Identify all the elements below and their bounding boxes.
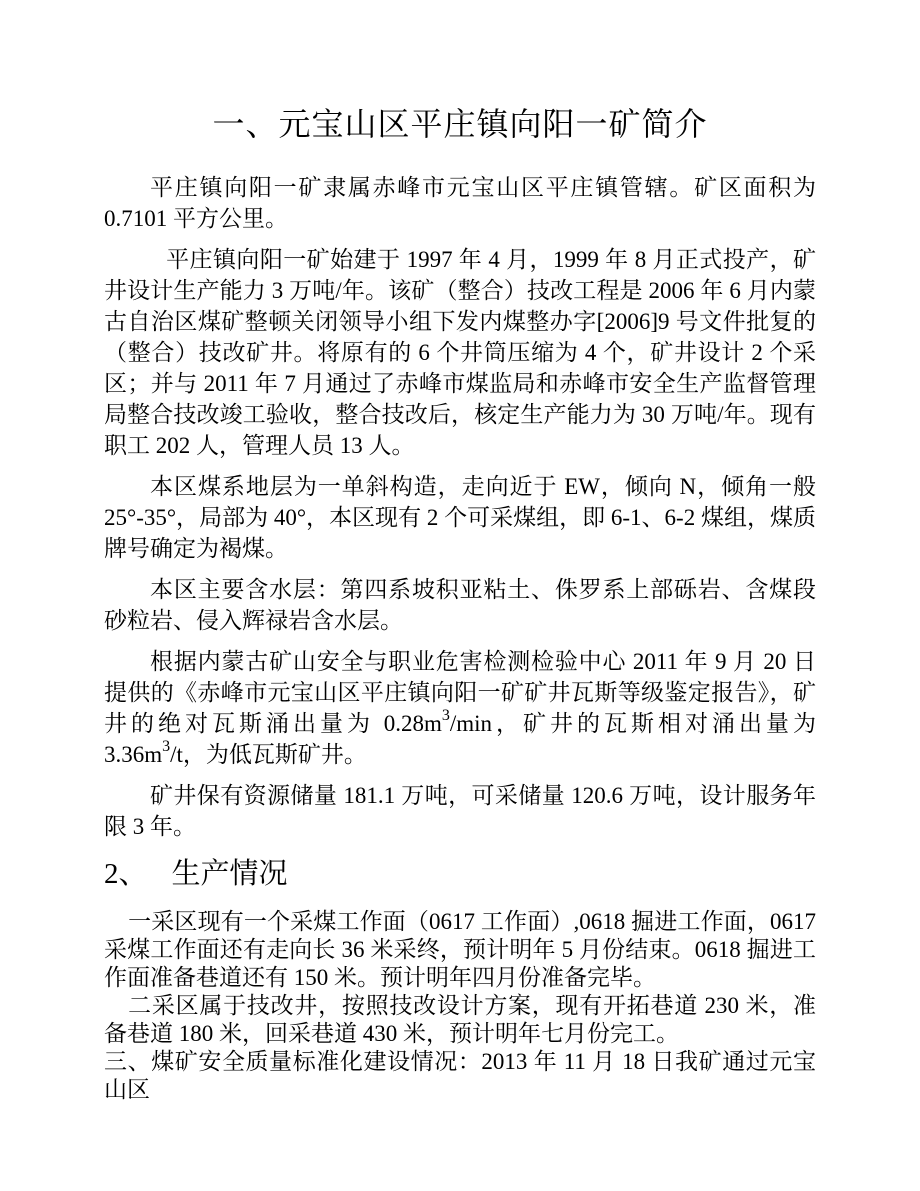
document-title: 一、元宝山区平庄镇向阳一矿简介 bbox=[212, 106, 708, 142]
cubic-meter-superscript: 3 bbox=[441, 707, 450, 725]
paragraph-aquifer: 本区主要含水层：第四系坡积亚粘土、侏罗系上部砾岩、含煤段砂粒岩、侵入辉禄岩含水层。 bbox=[104, 577, 816, 633]
paragraph-mine-overview: 平庄镇向阳一矿隶属赤峰市元宝山区平庄镇管辖。矿区面积为 0.7101 平方公里。 bbox=[104, 175, 816, 231]
section-2-heading bbox=[104, 854, 816, 894]
paragraph-geology: 本区煤系地层为一单斜构造，走向近于 EW，倾向 N，倾角一般 25°-35°，局部为 40°，本区现有 2 个可采煤组，即 6-1、6-2 煤组，煤质牌号确定为褐煤。 bbox=[104, 474, 816, 561]
paragraph-district-1: 一采区现有一个采煤工作面（0617 工作面）,0618 掘进工作面，0617 采煤工作面还有走向长 36 米采终，预计明年 5 月份结束。0618 掘进工作面准备巷道还有 150 米。预计明年四月份准备完毕。 bbox=[104, 909, 816, 990]
gas-text-part1: 根据内蒙古矿山安全与职业危害检测检验中心 2011 年 9 月 20 日提供的《赤峰市元宝山区平庄镇向阳一矿矿井瓦斯等级鉴定报告》，矿井的绝对瓦斯涌出量为 0.28m bbox=[104, 649, 816, 736]
paragraph-reserves: 矿井保有资源储量 181.1 万吨，可采储量 120.6 万吨，设计服务年限 3 年。 bbox=[104, 783, 816, 839]
section-2-number: 2、 bbox=[104, 858, 148, 890]
paragraph-history: 平庄镇向阳一矿始建于 1997 年 4 月，1999 年 8 月正式投产，矿井设计生产能力 3 万吨/年。该矿（整合）技改工程是 2006 年 6 月内蒙古自治区煤矿整顿关闭领导小组下发内煤整办字[2006]9 号文件批复的（整合）技改矿井。将原有的 6 个井筒压缩为 4 个，矿井设计 2 个采区；并与 2011 年 7 月通过了赤峰市煤监局和赤峰市安全生产监督管理局整合技改竣工验收，整合技改后，核定生产能力为 30 万吨/年。现有职工 202 人，管理人员 13 人。 bbox=[104, 247, 816, 458]
section-2-title: 生产情况 bbox=[171, 858, 288, 890]
paragraph-gas bbox=[104, 646, 816, 770]
gas-text-part2: /min，矿井的瓦斯相对涌出量为 3.36m bbox=[104, 711, 817, 767]
cubic-meter-superscript: 3 bbox=[162, 738, 171, 756]
gas-text-part3: /t，为低瓦斯矿井。 bbox=[170, 742, 367, 767]
paragraph-standardization: 三、煤矿安全质量标准化建设情况：2013 年 11 月 18 日我矿通过元宝山区 bbox=[104, 1049, 816, 1102]
paragraph-district-2: 二采区属于技改井，按照技改设计方案，现有开拓巷道 230 米，准备巷道 180 米，回采巷道 430 米，预计明年七月份完工。 bbox=[104, 993, 816, 1046]
